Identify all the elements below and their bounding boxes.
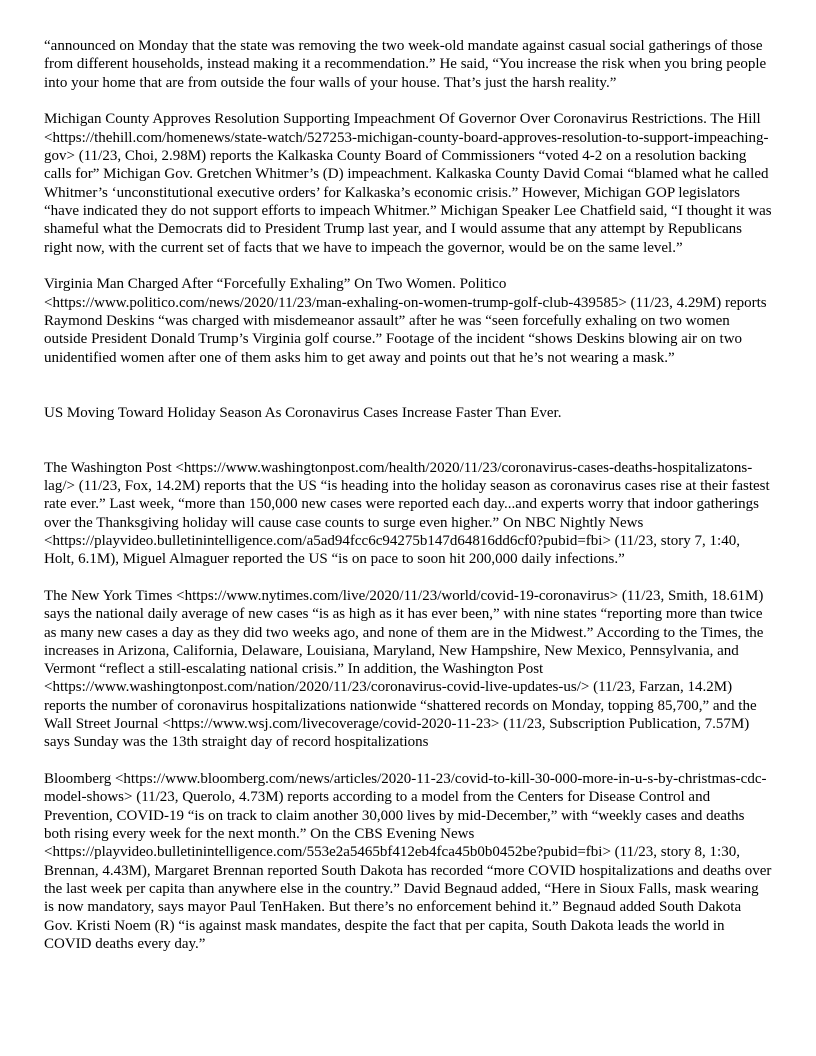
paragraph-virginia-man-exhaling: Virginia Man Charged After “Forcefully Exhaling” On Two Women. Politico <https://www.politico.com/news/2020/11/23/man-exhaling-on-women-trump-golf-club-439585> (11/23, 4.29M) reports Raymond Deskins “was charged with misdemeanor assault” after he was “seen forcefully exhaling on two women outside President Donald Trump’s Virginia golf course.” Footage of the incident “shows Deskins blowing air on two unidentified women after one of them asks him to get away and points out that he’s not wearing a mask.” [44,276,767,366]
paragraph-nyt-daily-average: The New York Times <https://www.nytimes.com/live/2020/11/23/world/covid-19-coronavirus> (11/23, Smith, 18.61M) says the national daily average of new cases “is as high as it has ever been,” with nine states “reporting more than twice as many new cases a day as they did two weeks ago, and none of them are in the Midwest.” According to the Times, the increases in Arizona, California, Delaware, Louisiana, Maryland, New Hampshire, New Mexico, Pennsylvania, and Vermont “reflect a still-escalating national crisis.” In addition, the Washington Post <https://www.washingtonpost.com/nation/2020/11/23/coronavirus-covid-live-updates-us/> (11/23, Farzan, 14.2M) reports the number of coronavirus hospitalizations nationwide “shattered records on Monday, topping 85,700,” and the Wall Street Journal <https://www.wsj.com/livecoverage/covid-2020-11-23> (11/23, Subscription Publication, 7.57M) says Sunday was the 13th straight day of record hospitalizations [44,587,764,751]
paragraph-washington-post-holiday-cases: The Washington Post <https://www.washingtonpost.com/health/2020/11/23/coronavirus-cases-deaths-hospitalizatons-lag/> (11/23, Fox, 14.2M) reports that the US “is heading into the holiday season as coronavirus cases rise at their fastest rate ever.” Last week, “more than 150,000 new cases were reported each day...and experts worry that indoor gatherings over the Thanksgiving holiday will cause case counts to surge even higher.” On NBC Nightly News <https://playvideo.bulletinintelligence.com/a5ad94fcc6c94275b147d64816dd6cf0?pubid=fbi> (11/23, story 7, 1:40, Holt, 6.1M), Miguel Almaguer reported the US “is on pace to soon hit 200,000 daily infections.” [44,459,770,568]
paragraph-michigan-impeachment-resolution: Michigan County Approves Resolution Supporting Impeachment Of Governor Over Coronavirus Restrictions. The Hill <https://thehill.com/homenews/state-watch/527253-michigan-county-board-approves-resolution-to-support-impeaching-gov> (11/23, Choi, 2.98M) reports the Kalkaska County Board of Commissioners “voted 4-2 on a resolution backing calls for” Michigan Gov. Gretchen Whitmer’s (D) impeachment. Kalkaska County David Comai “blamed what he called Whitmer’s ‘unconstitutional executive orders’ for Kalkaska’s economic crisis.” However, Michigan GOP legislators “have indicated they do not support efforts to impeach Whitmer.” Michigan Speaker Lee Chatfield said, “I thought it was shameful what the Democrats did to President Trump last year, and I would assume that any attempt by Republicans right now, with the current set of facts that we have to impeach the governor, would be on the same level.” [44,111,772,256]
paragraph-intro-quote-continuation: “announced on Monday that the state was removing the two week-old mandate against casual social gatherings of those from different households, instead making it a recommendation.” He said, “You increase the risk when you bring people into your home that are from outside the four walls of your house. That’s just the harsh reality.” [44,38,767,91]
document-body [44,37,772,953]
paragraph-holiday-season-headline: US Moving Toward Holiday Season As Coronavirus Cases Increase Faster Than Ever. [44,404,562,421]
paragraph-bloomberg-cdc-model: Bloomberg <https://www.bloomberg.com/news/articles/2020-11-23/covid-to-kill-30-000-more-in-u-s-by-christmas-cdc-model-shows> (11/23, Querolo, 4.73M) reports according to a model from the Centers for Disease Control and Prevention, COVID-19 “is on track to claim another 30,000 lives by mid-December,” with “weekly cases and deaths both rising every week for the next month.” On the CBS Evening News <https://playvideo.bulletinintelligence.com/553e2a5465bf412eb4fca45b0b0452be?pubid=fbi> (11/23, story 8, 1:30, Brennan, 4.43M), Margaret Brennan reported South Dakota has recorded “more COVID hospitalizations and deaths over the last week per capita than anywhere else in the country.” David Begnaud added, “Here in Sioux Falls, mask wearing is now mandatory, says mayor Paul TenHaken. But there’s no enforcement behind it.” Begnaud added South Dakota Gov. Kristi Noem (R) “is against mask mandates, despite the fact that per capita, South Dakota leads the world in COVID deaths every day.” [44,771,772,953]
